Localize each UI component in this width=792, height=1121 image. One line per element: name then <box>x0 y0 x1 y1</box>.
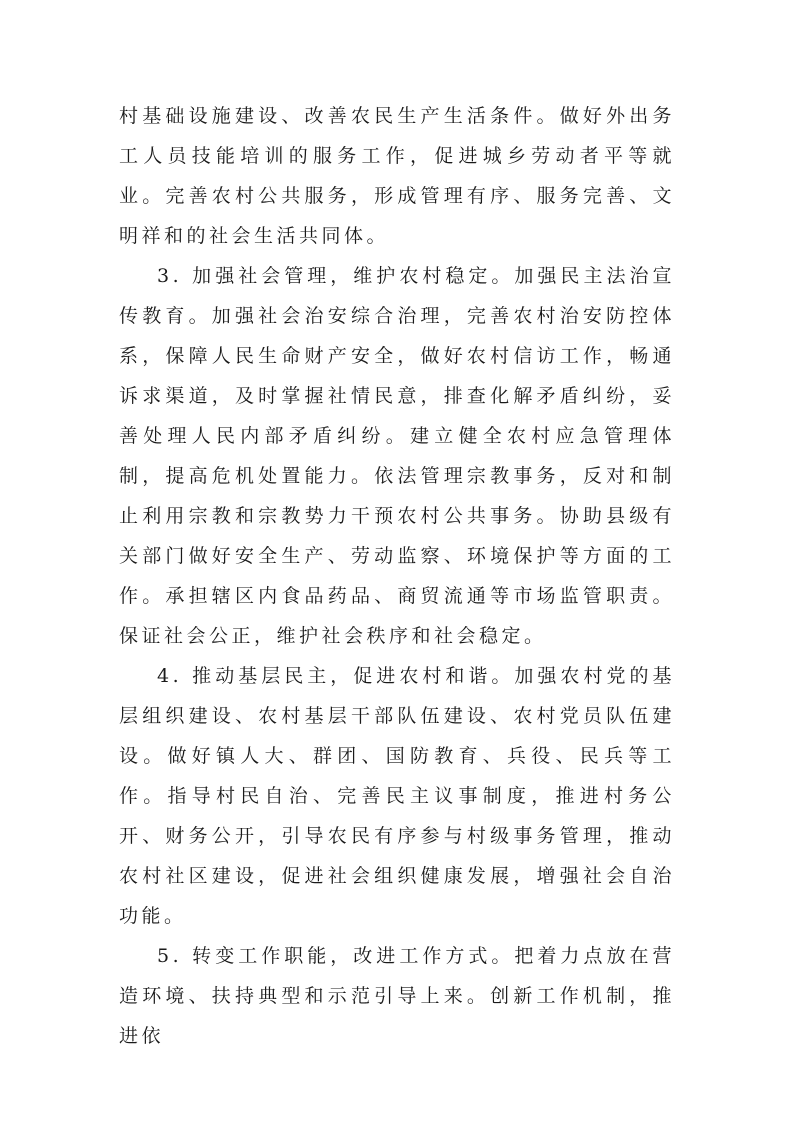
document-body <box>119 96 675 1056</box>
paragraph-item-5: 5. 转变工作职能，改进工作方式。把着力点放在营造环境、扶持典型和示范引导上来。创新工作机制，推进依 <box>119 945 675 1047</box>
paragraph-continued: 村基础设施建设、改善农民生产生活条件。做好外出务工人员技能培训的服务工作，促进城乡劳动者平等就业。完善农村公共服务，形成管理有序、服务完善、文明祥和的社会生活共同体。 <box>119 105 675 247</box>
paragraph-item-4: 4. 推动基层民主，促进农村和谐。加强农村党的基层组织建设、农村基层干部队伍建设、农村党员队伍建设。做好镇人大、群团、国防教育、兵役、民兵等工作。指导村民自治、完善民主议事制度，推进村务公开、财务公开，引导农民有序参与村级事务管理，推动农村社区建设，促进社会组织健康发展，增强社会自治功能。 <box>119 665 675 927</box>
paragraph-item-3: 3. 加强社会管理，维护农村稳定。加强民主法治宣传教育。加强社会治安综合治理，完善农村治安防控体系，保障人民生命财产安全，做好农村信访工作，畅通诉求渠道，及时掌握社情民意，排查化解矛盾纠纷，妥善处理人民内部矛盾纠纷。建立健全农村应急管理体制，提高危机处置能力。依法管理宗教事务，反对和制止利用宗教和宗教势力干预农村公共事务。协助县级有关部门做好安全生产、劳动监察、环境保护等方面的工作。承担辖区内食品药品、商贸流通等市场监管职责。保证社会公正，维护社会秩序和社会稳定。 <box>119 265 675 647</box>
